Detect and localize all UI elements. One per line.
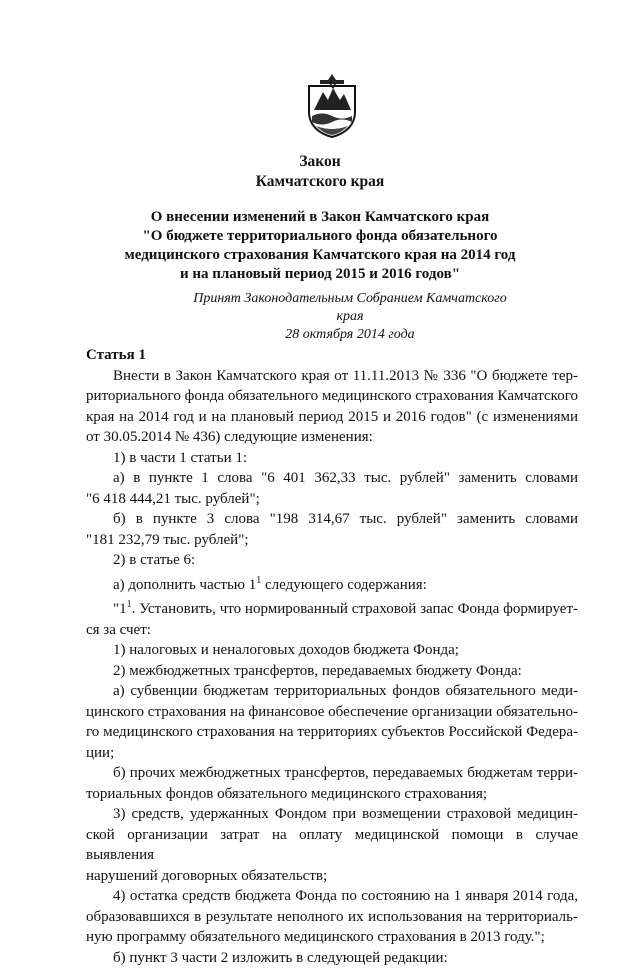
- law-subtitle-line: и на плановый период 2015 и 2016 годов": [0, 265, 640, 284]
- law-subtitle-line: "О бюджете территориального фонда обязательного: [0, 227, 640, 246]
- body-text: следующего содержания:: [261, 577, 427, 593]
- body-text: . Установить, что нормированный страховой запас Фонда формирует-: [132, 601, 578, 617]
- list-item: 2) в статье 6:: [86, 550, 578, 571]
- law-subtitle-line: О внесении изменений в Закон Камчатского края: [0, 208, 640, 227]
- list-item: цинского страхования на финансовое обеспечение организации обязательно-: [86, 702, 578, 723]
- issuing-region: Камчатского края: [0, 172, 640, 191]
- list-item: 4) остатка средств бюджета Фонда по состоянию на 1 января 2014 года,: [86, 886, 578, 907]
- body-line: края на 2014 год и на плановый период 2015 и 2016 годов" (с изменениями: [86, 407, 578, 428]
- kamchatka-coat-of-arms-icon: [306, 72, 358, 138]
- quoted-text: [86, 595, 578, 620]
- list-item: 1) в части 1 статьи 1:: [86, 448, 578, 469]
- list-item: ской организации затрат на оплату медицинской помощи в случае выявления: [86, 825, 578, 866]
- superscript: 1: [256, 575, 261, 586]
- adoption-note: [180, 290, 520, 344]
- body-text: "1: [113, 601, 127, 617]
- list-item: б) прочих межбюджетных трансфертов, передаваемых бюджетам терри-: [86, 763, 578, 784]
- list-item: образовавшихся в результате неполного их использования на территориаль-: [86, 907, 578, 928]
- list-item: ции;: [86, 743, 578, 764]
- list-item: б) пункт 3 части 2 изложить в следующей редакции:: [86, 948, 578, 968]
- body-line: Внести в Закон Камчатского края от 11.11.2013 № 336 "О бюджете тер-: [86, 366, 578, 387]
- adoption-date: 28 октября 2014 года: [180, 326, 520, 344]
- list-item: 3) средств, удержанных Фондом при возмещении страховой медицин-: [86, 804, 578, 825]
- list-item: 1) налоговых и неналоговых доходов бюджета Фонда;: [86, 640, 578, 661]
- list-item: 2) межбюджетных трансфертов, передаваемых бюджету Фонда:: [86, 661, 578, 682]
- superscript: 1: [127, 599, 132, 610]
- list-item: нарушений договорных обязательств;: [86, 866, 578, 887]
- document-type: Закон: [0, 152, 640, 171]
- list-item: а) в пункте 1 слова "6 401 362,33 тыс. рублей" заменить словами: [86, 468, 578, 489]
- body-line: от 30.05.2014 № 436) следующие изменения:: [86, 427, 578, 448]
- quoted-text: ся за счет:: [86, 620, 578, 641]
- list-item: ториальных фондов обязательного медицинского страхования;: [86, 784, 578, 805]
- law-subtitle-line: медицинского страхования Камчатского края на 2014 год: [0, 246, 640, 265]
- document-body: [86, 345, 578, 968]
- list-item: го медицинского страхования на территориях субъектов Российской Федера-: [86, 722, 578, 743]
- list-item: "6 418 444,21 тыс. рублей";: [86, 489, 578, 510]
- list-item: [86, 571, 578, 596]
- list-item: ную программу обязательного медицинского страхования в 2013 году.";: [86, 927, 578, 948]
- law-subtitle: [0, 208, 640, 284]
- body-text: а) дополнить частью 1: [113, 577, 256, 593]
- list-item: б) в пункте 3 слова "198 314,67 тыс. рублей" заменить словами: [86, 509, 578, 530]
- article-heading: Статья 1: [86, 345, 578, 366]
- body-line: риториального фонда обязательного медицинского страхования Камчатского: [86, 386, 578, 407]
- list-item: а) субвенции бюджетам территориальных фондов обязательного меди-: [86, 681, 578, 702]
- adoption-body: Принят Законодательным Собранием Камчатского края: [180, 290, 520, 326]
- list-item: "181 232,79 тыс. рублей";: [86, 530, 578, 551]
